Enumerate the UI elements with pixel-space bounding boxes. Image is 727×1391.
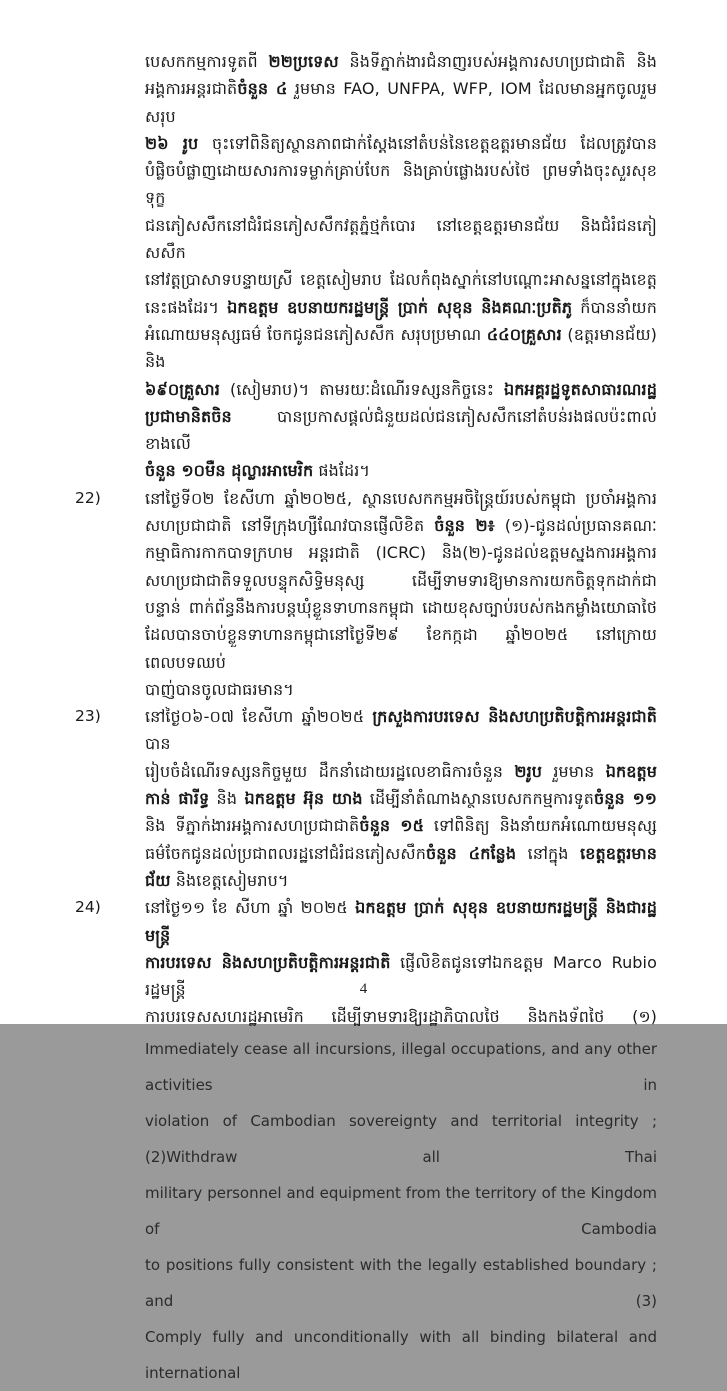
list-item-24 (75, 894, 657, 1390)
text-line: to positions fully consistent with the legally established boundary ; and (3) (145, 1255, 657, 1310)
text-line: បំផ្លិចបំផ្លាញដោយសារការទម្លាក់គ្រាប់បែក និងគ្រាប់ផ្លោងរបស់ថៃ ព្រមទាំងចុះសួរសុខទុក្ខ (145, 161, 657, 208)
text-line: ជ័យ និងខេត្តសៀមរាប។ (145, 870, 289, 890)
text-line: បេសកកម្មការទូតពី ២២ប្រទេស និងទីភ្នាក់ងារជំនាញរបស់អង្គការសហប្រជាជាតិ និង (145, 52, 658, 71)
text-line: អំណោយមនុស្សធម៌ ចែកជូនជនភៀសសឹក សរុបប្រមាណ ៤៤០គ្រួសារ (ឧត្តរមានជ័យ) និង (145, 324, 657, 372)
item-number: 23) (75, 707, 101, 726)
text-line: ធម៌ចែកជូនដល់ប្រជាពលរដ្ឋនៅជំរំជនភៀសសឹកចំនួន ៤កន្លែង នៅក្នុង ខេត្តឧត្តរមាន (145, 843, 657, 863)
intro-paragraph (145, 48, 657, 485)
text-line: military personnel and equipment from the territory of the Kingdom of Cambodia (145, 1183, 657, 1238)
item-24-body (145, 894, 657, 1390)
list-item-22 (75, 485, 657, 703)
text-line: violation of Cambodian sovereignty and territorial integrity ; (2)Withdraw all Thai (145, 1111, 657, 1166)
text-line: ដែលបានចាប់ខ្លួនទាហានកម្ពុជានៅថ្ងៃទី២៩ ខែកក្កដា ឆ្នាំ២០២៥ នៅក្រោយពេលបទឈប់ (145, 625, 657, 672)
text-line: នៅថ្ងៃ១១ ខែ សីហា ឆ្នាំ ២០២៥ ឯកឧត្តម ប្រាក់ សុខុន ឧបនាយករដ្ឋមន្ត្រី និងជារដ្ឋមន្ត្រី (145, 898, 657, 945)
text-line: បន្ទាន់ ពាក់ព័ន្ធនឹងការបន្តឃុំខ្លួនទាហានកម្ពុជា ដោយខុសច្បាប់របស់កងកម្លាំងយោធាថៃ (145, 597, 657, 617)
text-line: បាញ់បានចូលជាធរមាន។ (145, 679, 294, 699)
text-line: ជនភៀសសឹកនៅជំរំជនភៀសសឹកវត្តភ្នំថ្មកំបោរ នៅខេត្តឧត្តរមានជ័យ និងជំរំជនភៀសសឹក (145, 215, 657, 263)
item-number: 24) (75, 898, 101, 917)
text-line: ការបរទេសសហរដ្ឋអាមេរិក ដើម្បីទាមទារឱ្យរដ្ឋាភិបាលថៃ និងកងទ័ពថៃ (១) (145, 1007, 657, 1027)
text-line: ការបរទេស និងសហប្រតិបត្តិការអន្តរជាតិ ផ្ញើលិខិតជូនទៅឯកឧត្តម Marco Rubio រដ្ឋមន្ត្រី (145, 952, 657, 1000)
text-line: នៅថ្ងៃទី០២ ខែសីហា ឆ្នាំ២០២៥, ស្ថានបេសកកម្មអចិន្ត្រៃយ៍របស់កម្ពុជា ប្រចាំអង្គការ (145, 488, 657, 508)
text-line: សហប្រជាជាតិ នៅទីក្រុងហ្សឺណែវបានផ្ញើលិខិត ចំនួន ២៖ (១)-ជូនដល់ប្រធានគណៈ (145, 516, 657, 536)
list-item-23 (75, 703, 657, 894)
text-line: នៅថ្ងៃ០៦-០៧ ខែសីហា ឆ្នាំ២០២៥ ក្រសួងការបរទេស និងសហប្រតិបត្តិការអន្តរជាតិ បាន (145, 707, 657, 754)
item-24-english-text (145, 1031, 657, 1391)
text-line: ប្រជាមានិតចិន បានប្រកាសផ្តល់ជំនួយដល់ជនភៀសសឹកនៅតំបន់រងផលប៉ះពាល់ខាងលើ (145, 406, 657, 454)
text-line: សហប្រជាជាតិទទួលបន្ទុកសិទ្ធិមនុស្ស ដើម្បីទាមទារឱ្យមានការយកចិត្តទុកដាក់ជា (145, 570, 657, 590)
text-line: Comply fully and unconditionally with all binding bilateral and international (145, 1327, 657, 1382)
text-line: Immediately cease all incursions, illegal occupations, and any other activities in (145, 1039, 657, 1094)
text-line: នៅវត្តប្រាសាទបន្ទាយស្រី ខេត្តសៀមរាប ដែលកំពុងស្នាក់នៅបណ្តោះអាសន្ននៅក្នុងខេត្ត (145, 270, 657, 290)
text-line: កាន់ ផារីទ្ធ និង ឯកឧត្តម អ៊ុន យាង ដើម្បីនាំតំណាងស្ថានបេសកកម្មការទូតចំនួន ១១ (145, 789, 658, 809)
text-line: នេះផងដែរ។ ឯកឧត្តម ឧបនាយករដ្ឋមន្ត្រី ប្រាក់ សុខុន និងគណៈប្រតិភូ ក៏បាននាំយក (145, 297, 657, 317)
text-line: កម្មាធិការកាកបាទក្រហម អន្តរជាតិ (ICRC) និង(២)-ជូនដល់ឧត្តមស្នងការអង្គការ (145, 543, 657, 563)
text-line: រៀបចំដំណើរទស្សនកិច្ចមួយ ដឹកនាំដោយរដ្ឋលេខាធិការចំនួន ២រូប រួមមាន ឯកឧត្តម (145, 761, 657, 781)
item-22-text (145, 485, 657, 703)
page-number: 4 (359, 981, 368, 997)
item-24-khmer-text (145, 894, 657, 1030)
text-line: និង ទីភ្នាក់ងារអង្គការសហប្រជាជាតិចំនួន ១៥ ទៅពិនិត្យ និងនាំយកអំណោយមនុស្ស (145, 816, 658, 836)
item-number: 22) (75, 488, 101, 507)
item-23-text (145, 703, 657, 894)
text-line: អង្គការអន្តរជាតិចំនួន ៤ រួមមាន FAO, UNFPA, WFP, IOM ដែលមានអ្នកចូលរួមសរុប (145, 79, 657, 126)
text-line: ៦៩០គ្រួសារ (សៀមរាប)។ តាមរយៈដំណើរទស្សនកិច្ចនេះ ឯកអគ្គរដ្ឋទូតសាធារណរដ្ឋ (145, 379, 657, 399)
text-line: ចំនួន ១០មឺន ដុល្លារអាមេរិក ផងដែរ។ (145, 461, 371, 481)
text-line: ២៦ រូប ចុះទៅពិនិត្យស្ថានភាពជាក់ស្តែងនៅតំបន់នៃខេត្តឧត្តរមានជ័យ ដែលត្រូវបាន (145, 133, 657, 153)
